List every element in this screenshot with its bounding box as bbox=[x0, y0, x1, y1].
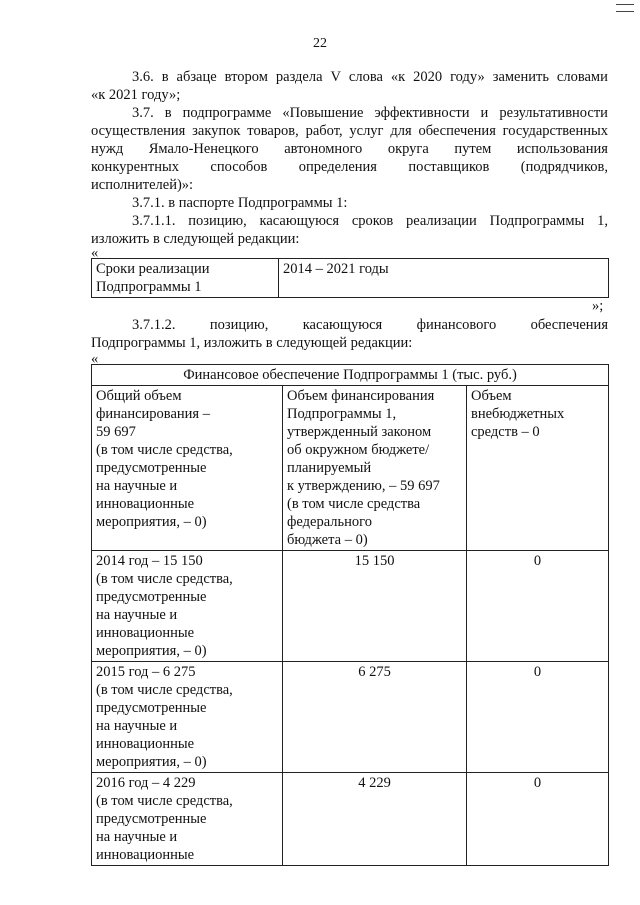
word: использования bbox=[516, 141, 608, 157]
word: абзаце bbox=[176, 69, 217, 85]
word: (подрядчиков, bbox=[520, 159, 608, 175]
table-financing bbox=[91, 364, 609, 866]
word: году» bbox=[450, 69, 485, 85]
paragraph-3-6-line-1 bbox=[132, 68, 608, 86]
word: государственных bbox=[502, 123, 608, 139]
word: определения bbox=[298, 159, 377, 175]
paragraph-3-7-1: 3.7.1. в паспорте Подпрограммы 1: bbox=[132, 195, 348, 211]
word: 3.7. bbox=[132, 105, 154, 121]
header-budget-financing: Объем финансирования Подпрограммы 1, утвержденный законом об окружном бюджете/ планируемый к утверждению, – 59 697 (в том числе средства федерального бюджета – 0) bbox=[283, 386, 467, 551]
row-budget-cell: 15 150 bbox=[283, 551, 467, 662]
word: 3.7.1.1. bbox=[132, 213, 176, 229]
table-row bbox=[92, 551, 609, 662]
page-number: 22 bbox=[313, 36, 327, 51]
word: реализации bbox=[405, 213, 477, 229]
paragraph-3-7-line-1 bbox=[132, 104, 608, 122]
row-budget-cell: 6 275 bbox=[283, 662, 467, 773]
word: товаров, bbox=[247, 123, 299, 139]
header-extrabudgetary: Объем внебюджетных средств – 0 bbox=[467, 386, 609, 551]
header-total-financing: Общий объем финансирования – 59 697 (в том числе средства, предусмотренные на научные и инновационные мероприятия, – 0) bbox=[92, 386, 283, 551]
word: закупок bbox=[192, 123, 241, 139]
row-extra-cell: 0 bbox=[467, 773, 609, 866]
implementation-period-label: Сроки реализации Подпрограммы 1 bbox=[92, 259, 279, 298]
word: поставщиков bbox=[408, 159, 490, 175]
word: позицию, bbox=[188, 213, 247, 229]
close-quote-1: »; bbox=[592, 298, 604, 314]
word: раздела bbox=[275, 69, 323, 85]
paragraph-3-7-line-2 bbox=[91, 122, 608, 140]
word: позицию, bbox=[209, 317, 269, 333]
word: сроков bbox=[351, 213, 394, 229]
word: 1, bbox=[597, 213, 608, 229]
word: для bbox=[390, 123, 412, 139]
paragraph-3-7-1-1-line-1 bbox=[132, 212, 608, 230]
paragraph-3-7-line-3 bbox=[91, 140, 608, 158]
row-budget-cell: 4 229 bbox=[283, 773, 467, 866]
word: округа bbox=[387, 141, 429, 157]
word: обеспечения bbox=[418, 123, 496, 139]
paragraph-3-6-line-2: «к 2021 году»; bbox=[91, 87, 181, 103]
open-quote-2: « bbox=[91, 351, 99, 367]
word: автономного bbox=[284, 141, 363, 157]
word: эффективности bbox=[374, 105, 470, 121]
row-extra-cell: 0 bbox=[467, 662, 609, 773]
word: работ, bbox=[305, 123, 343, 139]
financing-table-title: Финансовое обеспечение Подпрограммы 1 (тыс. руб.) bbox=[92, 365, 609, 386]
table-implementation-period bbox=[91, 258, 609, 298]
word: касающуюся bbox=[259, 213, 340, 229]
word: заменить bbox=[492, 69, 549, 85]
paragraph-3-7-1-1-line-2: изложить в следующей редакции: bbox=[91, 231, 300, 247]
open-quote-1: « bbox=[91, 245, 99, 261]
paragraph-3-7-1-2-line-1 bbox=[132, 316, 608, 334]
word: V bbox=[330, 69, 341, 85]
table-row bbox=[92, 662, 609, 773]
word: финансового bbox=[416, 317, 497, 333]
word: касающуюся bbox=[302, 317, 383, 333]
word: нужд bbox=[91, 141, 124, 157]
table-row bbox=[92, 773, 609, 866]
row-year-cell: 2015 год – 6 275 (в том числе средства, предусмотренные на научные и инновационные мероприятия, – 0) bbox=[92, 662, 283, 773]
word: 2020 bbox=[413, 69, 443, 85]
word: способов bbox=[210, 159, 268, 175]
word: обеспечения bbox=[530, 317, 608, 333]
word: Подпрограммы bbox=[489, 213, 585, 229]
word: «Повышение bbox=[282, 105, 364, 121]
word: слова bbox=[348, 69, 383, 85]
word: Ямало-Ненецкого bbox=[148, 141, 259, 157]
corner-mark bbox=[616, 4, 634, 12]
word: и bbox=[480, 105, 489, 121]
word: подпрограмме bbox=[182, 105, 272, 121]
word: осуществления bbox=[91, 123, 186, 139]
word: «к bbox=[390, 69, 406, 85]
word: путем bbox=[454, 141, 492, 157]
word: втором bbox=[224, 69, 268, 85]
row-year-cell: 2016 год – 4 229 (в том числе средства, предусмотренные на научные и инновационные bbox=[92, 773, 283, 866]
word: в bbox=[161, 69, 169, 85]
paragraph-3-7-line-5: исполнителей)»: bbox=[91, 177, 194, 193]
word: словами bbox=[556, 69, 608, 85]
row-year-cell: 2014 год – 15 150 (в том числе средства, предусмотренные на научные и инновационные мероприятия, – 0) bbox=[92, 551, 283, 662]
word: конкурентных bbox=[91, 159, 179, 175]
word: 3.7.1.2. bbox=[132, 317, 176, 333]
table-header-row bbox=[92, 386, 609, 551]
word: результативности bbox=[499, 105, 608, 121]
row-extra-cell: 0 bbox=[467, 551, 609, 662]
implementation-period-value: 2014 – 2021 годы bbox=[279, 259, 609, 298]
word: в bbox=[164, 105, 172, 121]
word: услуг bbox=[349, 123, 384, 139]
paragraph-3-7-line-4 bbox=[91, 158, 608, 176]
word: 3.6. bbox=[132, 69, 154, 85]
paragraph-3-7-1-2-line-2: Подпрограммы 1, изложить в следующей редакции: bbox=[91, 335, 413, 351]
